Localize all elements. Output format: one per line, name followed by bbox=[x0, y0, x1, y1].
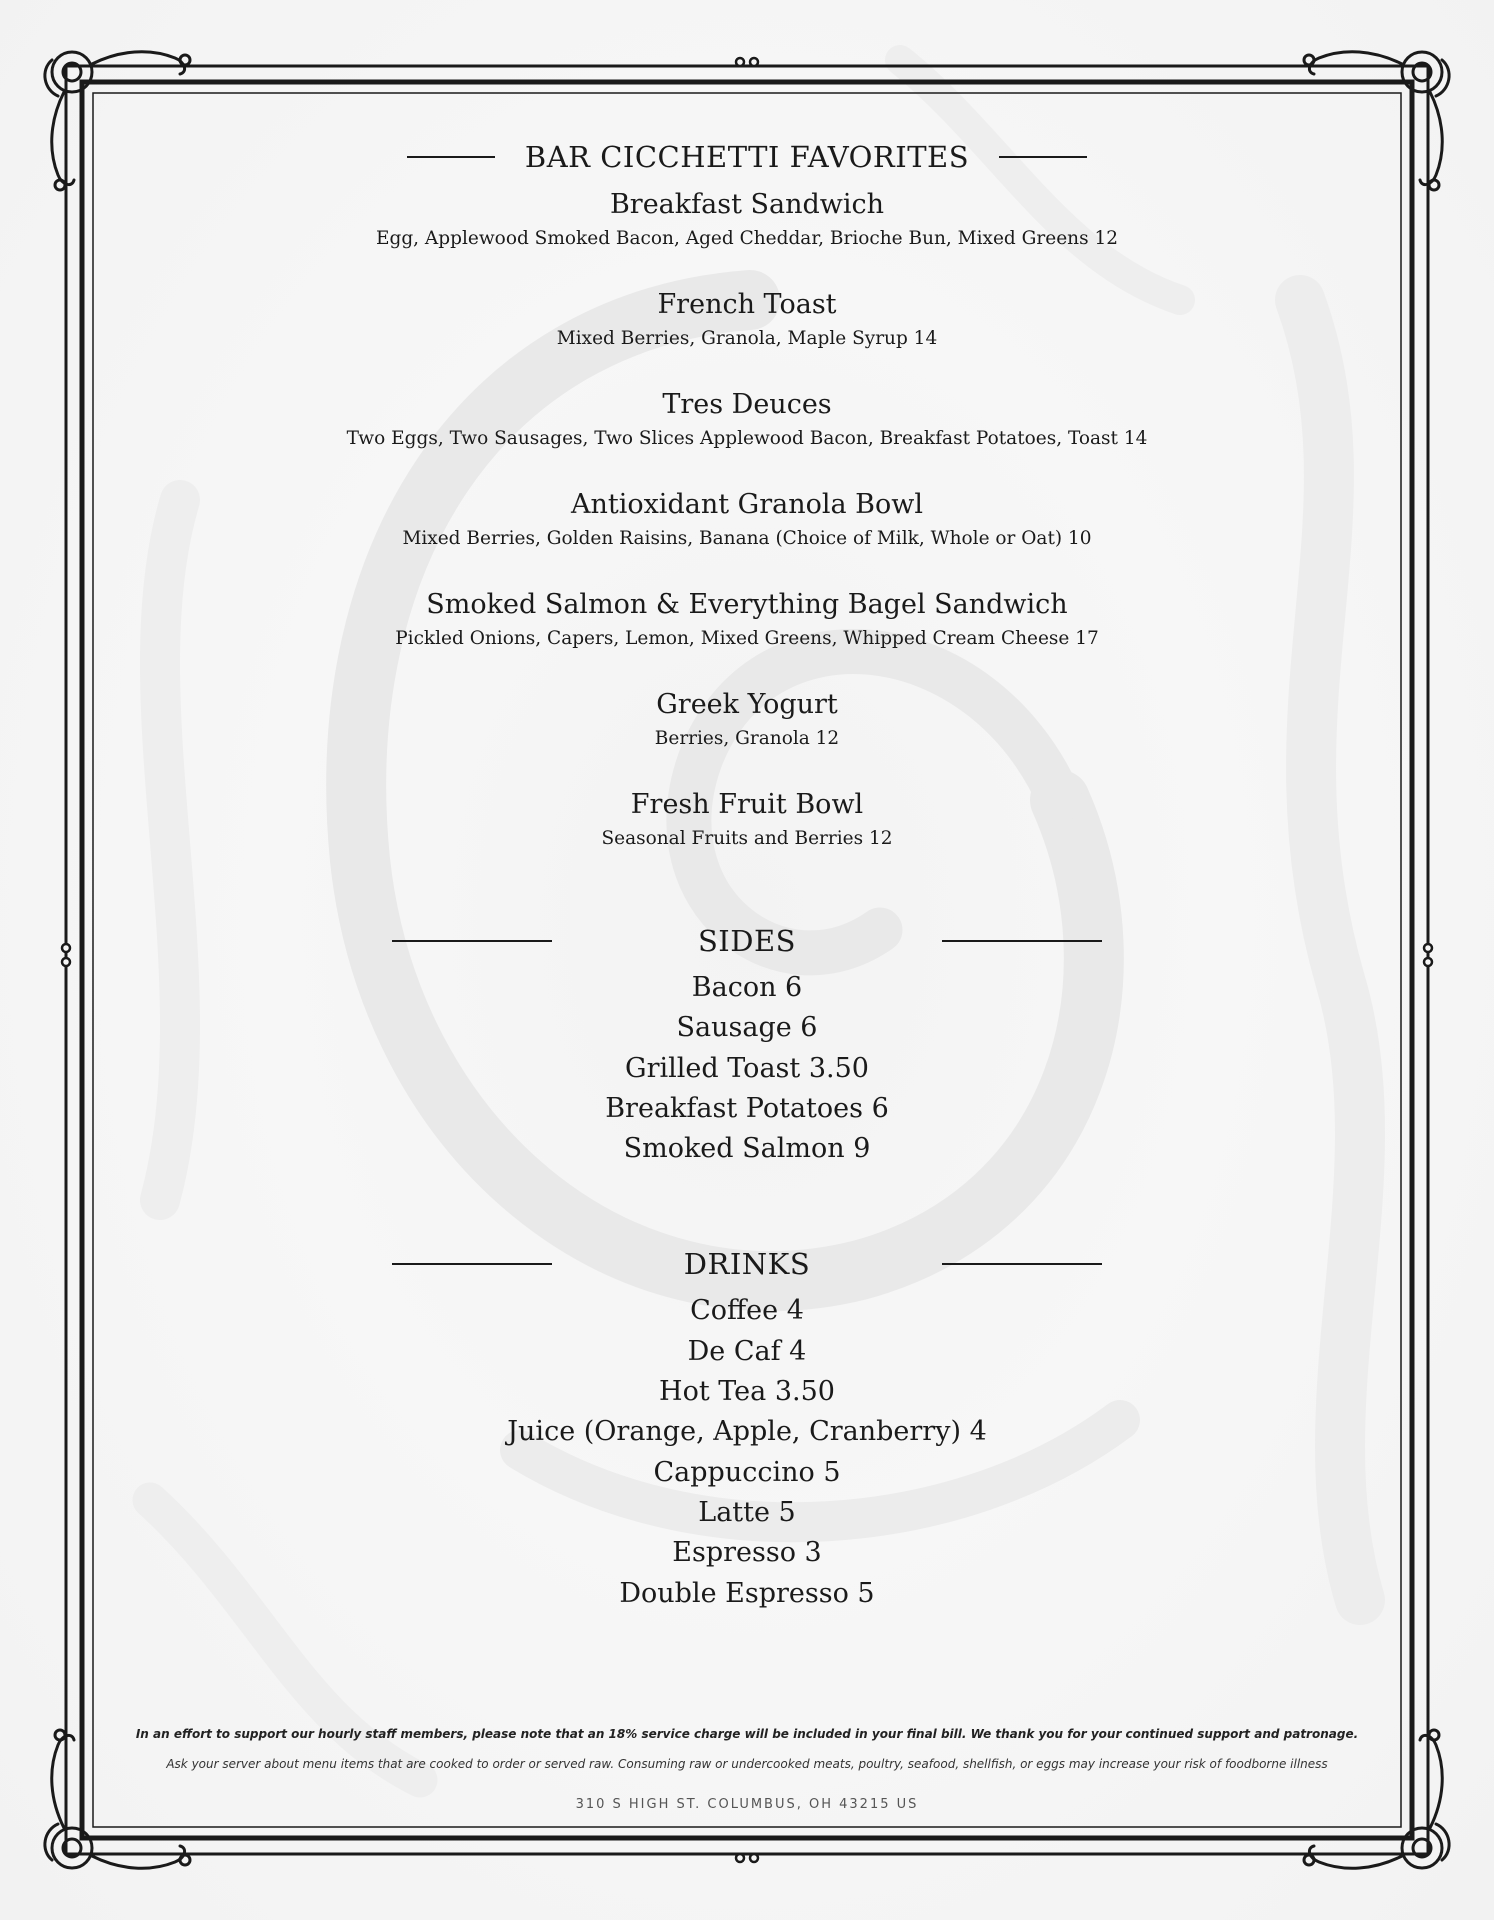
drinks-list bbox=[300, 1291, 1194, 1613]
header-rule-right bbox=[999, 156, 1087, 158]
item-name: French Toast bbox=[657, 289, 837, 320]
item-name: Smoked Salmon & Everything Bagel Sandwich bbox=[426, 589, 1068, 620]
drink-item: Latte 5 bbox=[698, 1496, 796, 1528]
sides-title: SIDES bbox=[697, 924, 797, 958]
item-name: Antioxidant Granola Bowl bbox=[570, 489, 924, 520]
drinks-title: DRINKS bbox=[683, 1247, 811, 1282]
drink-item: Cappuccino 5 bbox=[653, 1456, 841, 1488]
header-rule-right bbox=[942, 940, 1102, 942]
drink-item: Coffee 4 bbox=[690, 1295, 804, 1327]
drink-item: Hot Tea 3.50 bbox=[659, 1376, 835, 1408]
favorites-section-header bbox=[392, 140, 1102, 174]
header-rule-left bbox=[392, 940, 552, 942]
side-item: Sausage 6 bbox=[676, 1012, 818, 1044]
side-item: Grilled Toast 3.50 bbox=[625, 1052, 869, 1084]
sides-list bbox=[300, 968, 1194, 1169]
service-charge-note: In an effort to support our hourly staff members, please note that an 18% service charge will be included in your final bill. We thank you for your continued support and patronage. bbox=[135, 1727, 1359, 1741]
header-rule-right bbox=[942, 1263, 1102, 1265]
menu-content bbox=[300, 140, 1194, 1614]
menu-item bbox=[300, 288, 1194, 354]
favorites-title: BAR CICCHETTI FAVORITES bbox=[524, 140, 970, 174]
item-description: Seasonal Fruits and Berries 12 bbox=[601, 828, 893, 849]
item-description: Pickled Onions, Capers, Lemon, Mixed Greens, Whipped Cream Cheese 17 bbox=[395, 628, 1099, 649]
item-name: Tres Deuces bbox=[662, 389, 832, 420]
item-description: Berries, Granola 12 bbox=[654, 728, 840, 749]
menu-item bbox=[300, 788, 1194, 854]
drink-item: Double Espresso 5 bbox=[619, 1577, 875, 1609]
menu-item bbox=[300, 588, 1194, 654]
side-item: Smoked Salmon 9 bbox=[623, 1133, 871, 1165]
restaurant-address: 310 S HIGH ST. COLUMBUS, OH 43215 US bbox=[575, 1797, 919, 1812]
side-item: Bacon 6 bbox=[691, 972, 803, 1003]
menu-item bbox=[300, 388, 1194, 454]
item-name: Breakfast Sandwich bbox=[609, 189, 885, 220]
item-name: Fresh Fruit Bowl bbox=[630, 789, 864, 820]
drink-item: Juice (Orange, Apple, Cranberry) 4 bbox=[507, 1416, 987, 1448]
drink-item: Espresso 3 bbox=[672, 1537, 822, 1569]
header-rule-left bbox=[392, 1263, 552, 1265]
menu-item bbox=[300, 488, 1194, 554]
menu-item bbox=[300, 688, 1194, 754]
drink-item: De Caf 4 bbox=[687, 1335, 807, 1367]
menu-item bbox=[300, 188, 1194, 254]
sides-section-header bbox=[392, 924, 1102, 958]
item-description: Mixed Berries, Golden Raisins, Banana (Choice of Milk, Whole or Oat) 10 bbox=[402, 528, 1092, 549]
item-name: Greek Yogurt bbox=[656, 689, 838, 720]
drinks-section-header bbox=[392, 1247, 1102, 1281]
item-description: Mixed Berries, Granola, Maple Syrup 14 bbox=[556, 328, 938, 349]
header-rule-left bbox=[407, 156, 495, 158]
side-item: Breakfast Potatoes 6 bbox=[605, 1092, 889, 1124]
raw-food-advisory: Ask your server about menu items that are cooked to order or served raw. Consuming raw or undercooked meats, poultry, seafood, shellfish, or eggs may increase your risk of foodborne illness bbox=[166, 1757, 1328, 1771]
item-description: Egg, Applewood Smoked Bacon, Aged Cheddar, Brioche Bun, Mixed Greens 12 bbox=[375, 228, 1118, 249]
item-description: Two Eggs, Two Sausages, Two Slices Applewood Bacon, Breakfast Potatoes, Toast 14 bbox=[346, 428, 1148, 449]
